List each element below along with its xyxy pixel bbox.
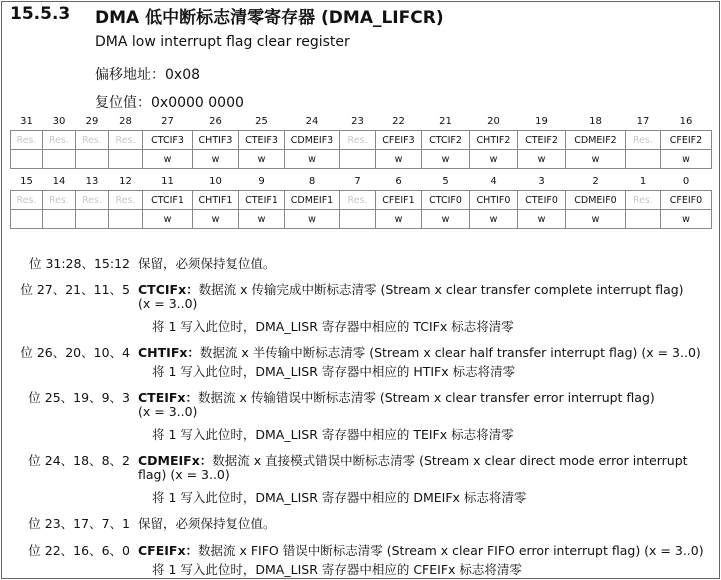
desc-note: 将 1 写入此位时，DMA_LISR 寄存器中相应的 CFEIFx 标志将清零 — [152, 562, 522, 577]
reserved-bit: Res. — [76, 131, 109, 150]
desc-field-name: CDMEIFx： — [138, 453, 213, 468]
bit-field-name: CFEIF1 — [376, 191, 422, 210]
bit-number: 25 — [255, 115, 268, 127]
bit-field-name: CTCIF1 — [143, 191, 193, 210]
access-type: w — [661, 210, 712, 229]
desc-note: 将 1 写入此位时，DMA_LISR 寄存器中相应的 DMEIFx 标志将清零 — [152, 490, 527, 505]
bit-number: 24 — [305, 115, 319, 127]
access-type: w — [143, 150, 193, 169]
desc-text: 数据流 x FIFO 错误中断标志清零 (Stream x clear FIFO error interrupt flag) (x = 3..0) — [198, 543, 704, 558]
bit-number: 28 — [119, 115, 132, 127]
desc-field-name: CFEIFx： — [138, 543, 199, 558]
bit-number: 16 — [679, 115, 693, 127]
bit-field-name: CTEIF2 — [518, 131, 566, 150]
access-type: w — [518, 150, 566, 169]
bit-number: 19 — [535, 115, 548, 127]
bit-number: 20 — [487, 115, 500, 127]
section-number: 15.5.3 — [10, 4, 71, 24]
bit-field-name: CTCIF0 — [422, 191, 470, 210]
desc-bits: 位 26、20、10、4 — [20, 345, 130, 360]
bit-number: 8 — [308, 175, 316, 187]
bit-number: 17 — [636, 115, 650, 127]
bit-number: 2 — [592, 175, 599, 187]
bit-number: 15 — [20, 175, 33, 187]
bit-number: 3 — [538, 175, 545, 187]
bit-number: 21 — [439, 115, 452, 127]
reserved-bit: Res. — [43, 191, 76, 210]
bit-field-name: CDMEIF3 — [285, 131, 340, 150]
access-type: w — [239, 210, 285, 229]
access-type — [340, 210, 376, 229]
access-type — [340, 150, 376, 169]
access-type: w — [143, 210, 193, 229]
section-subtitle: DMA low interrupt flag clear register — [95, 34, 350, 50]
access-type: w — [470, 210, 518, 229]
desc-field-name: CTEIFx： — [138, 390, 198, 405]
bit-number: 30 — [52, 115, 66, 127]
desc-note: 将 1 写入此位时，DMA_LISR 寄存器中相应的 TCIFx 标志将清零 — [152, 319, 514, 334]
bit-number: 18 — [589, 115, 602, 127]
reserved-bit: Res. — [109, 191, 143, 210]
desc-wrap: (x = 3..0) — [138, 296, 198, 311]
offset-address: 偏移地址：0x08 — [95, 67, 201, 83]
access-type: w — [566, 210, 626, 229]
bit-field-name: CDMEIF0 — [566, 191, 626, 210]
bit-field-name: CFEIF3 — [376, 131, 422, 150]
access-type: w — [376, 210, 422, 229]
access-type — [109, 150, 143, 169]
desc-line — [138, 541, 704, 559]
access-type — [109, 210, 143, 229]
desc-text: 数据流 x 传输错误中断标志清零 (Stream x clear transfer error interrupt flag) — [198, 390, 655, 405]
bit-number: 12 — [119, 175, 132, 187]
access-type: w — [285, 210, 340, 229]
access-type — [76, 150, 109, 169]
desc-text: 保留，必须保持复位值。 — [138, 256, 276, 271]
access-type — [43, 210, 76, 229]
bit-field-name: CFEIF0 — [661, 191, 712, 210]
desc-text: 数据流 x 半传输中断标志清零 (Stream x clear half transfer interrupt flag) (x = 3..0) — [199, 345, 701, 360]
desc-line — [138, 343, 701, 361]
bit-number: 14 — [52, 175, 66, 187]
access-type: w — [518, 210, 566, 229]
bit-number: 29 — [85, 115, 99, 127]
bit-field-name: CDMEIF1 — [285, 191, 340, 210]
desc-bits: 位 22、16、6、0 — [28, 543, 130, 558]
access-type: w — [376, 150, 422, 169]
reserved-bit: Res. — [11, 191, 43, 210]
access-type: w — [422, 150, 470, 169]
access-type — [76, 210, 109, 229]
reserved-bit: Res. — [11, 131, 43, 150]
desc-field-name: CHTIFx： — [138, 345, 200, 360]
bit-number: 13 — [85, 175, 99, 187]
reserved-bit: Res. — [340, 131, 376, 150]
bit-field-name: CHTIF1 — [193, 191, 239, 210]
bit-number: 27 — [161, 115, 174, 127]
bit-number: 11 — [161, 175, 174, 187]
reserved-bit: Res. — [340, 191, 376, 210]
bit-field-name: CTEIF3 — [239, 131, 285, 150]
desc-note: 将 1 写入此位时，DMA_LISR 寄存器中相应的 TEIFx 标志将清零 — [152, 427, 514, 442]
reserved-bit: Res. — [43, 131, 76, 150]
desc-text: 数据流 x 传输完成中断标志清零 (Stream x clear transfer complete interrupt flag) — [198, 282, 684, 297]
desc-wrap: (x = 3..0) — [138, 404, 198, 419]
bit-field-name: CTCIF3 — [143, 131, 193, 150]
bit-field-name: CTCIF2 — [422, 131, 470, 150]
register-table-low — [10, 172, 712, 229]
desc-bits: 位 25、19、9、3 — [28, 390, 130, 405]
desc-text: 保留，必须保持复位值。 — [138, 516, 276, 531]
register-table-high — [10, 112, 712, 169]
bit-number: 0 — [682, 175, 690, 187]
bit-number: 1 — [639, 175, 647, 187]
desc-bits: 位 24、18、8、2 — [28, 453, 130, 468]
bit-field-name: CHTIF0 — [470, 191, 518, 210]
access-type: w — [239, 150, 285, 169]
bit-number: 31 — [20, 115, 33, 127]
desc-line — [138, 388, 655, 406]
access-type: w — [470, 150, 518, 169]
access-type: w — [193, 150, 239, 169]
reserved-bit: Res. — [109, 131, 143, 150]
access-type — [626, 210, 661, 229]
access-type: w — [566, 150, 626, 169]
access-type — [43, 150, 76, 169]
desc-wrap: flag) (x = 3..0) — [138, 467, 230, 482]
bit-number: 7 — [354, 175, 361, 187]
bit-number: 9 — [258, 175, 265, 187]
desc-line — [138, 280, 684, 298]
access-type: w — [285, 150, 340, 169]
bit-field-name: CDMEIF2 — [566, 131, 626, 150]
bit-number: 4 — [490, 175, 497, 187]
desc-bits: 位 27、21、11、5 — [20, 282, 130, 297]
bit-number: 26 — [209, 115, 222, 127]
access-type: w — [661, 150, 712, 169]
access-type: w — [193, 210, 239, 229]
bit-field-name: CTEIF0 — [518, 191, 566, 210]
bit-number: 23 — [351, 115, 364, 127]
access-type: w — [422, 210, 470, 229]
reserved-bit: Res. — [76, 191, 109, 210]
access-type — [11, 150, 43, 169]
desc-bits: 位 31:28、15:12 — [28, 256, 130, 271]
desc-note: 将 1 写入此位时，DMA_LISR 寄存器中相应的 HTIFx 标志将清零 — [152, 364, 516, 379]
bit-field-name: CTEIF1 — [239, 191, 285, 210]
bit-field-name: CHTIF2 — [470, 131, 518, 150]
access-type — [11, 210, 43, 229]
bit-number: 22 — [392, 115, 405, 127]
desc-text: 数据流 x 直接模式错误中断标志清零 (Stream x clear direct mode error interrupt — [212, 453, 688, 468]
bit-number: 10 — [209, 175, 222, 187]
bit-field-name: CFEIF2 — [661, 131, 712, 150]
reserved-bit: Res. — [626, 131, 661, 150]
reset-value: 复位值：0x0000 0000 — [95, 95, 244, 111]
section-title: DMA 低中断标志清零寄存器 (DMA_LIFCR) — [95, 8, 444, 28]
reserved-bit: Res. — [626, 191, 661, 210]
access-type — [626, 150, 661, 169]
bit-number: 5 — [442, 175, 449, 187]
desc-field-name: CTCIFx： — [138, 282, 199, 297]
desc-bits: 位 23、17、7、1 — [28, 516, 130, 531]
bit-field-name: CHTIF3 — [193, 131, 239, 150]
bit-number: 6 — [395, 175, 402, 187]
